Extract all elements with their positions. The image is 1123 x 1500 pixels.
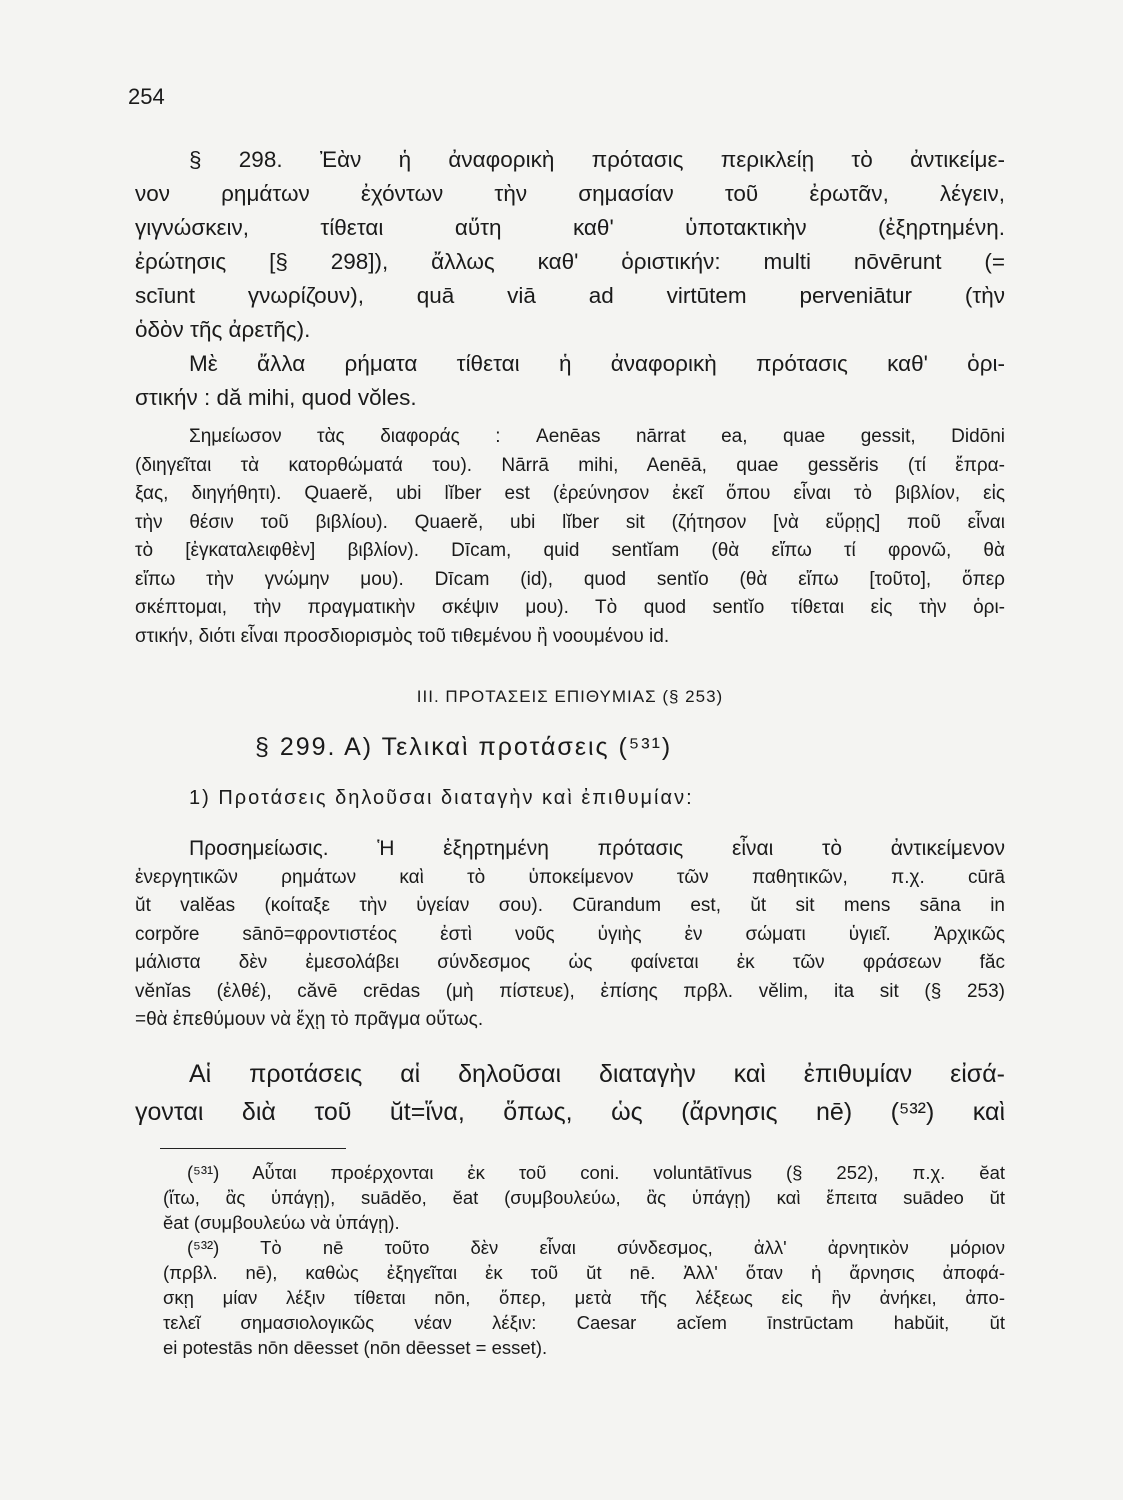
footnote-line: ei potestās nōn dēesset (nōn dēesset = esset). <box>163 1337 548 1358</box>
footnote-531 <box>163 1160 1005 1235</box>
footnote-divider <box>160 1148 346 1149</box>
text-line: νον ρημάτων ἐχόντων τὴν σημασίαν τοῦ ἐρωτᾶν, λέγειν, <box>135 181 1005 206</box>
text-line: γονται διὰ τοῦ ŭt=ἵνα, ὅπως, ὡς (ἄρνησις nē) (⁵³²) καὶ <box>135 1097 1005 1126</box>
paragraph-other-verbs <box>135 347 1005 415</box>
note-differences <box>135 423 1005 651</box>
text-line: § 298. Ἐὰν ἡ ἀναφορικὴ πρότασις περικλείῃ τὸ ἀντικείμε- <box>189 147 1005 172</box>
text-line: vĕnĭas (ἐλθέ), căvē crēdas (μὴ πίστευε), ἐπίσης πρβλ. vĕlim, ita sit (§ 253) <box>135 980 1005 1002</box>
footnote-532 <box>163 1235 1005 1360</box>
text-line: =θὰ ἐπεθύμουν νὰ ἔχῃ τὸ πρᾶγμα οὕτως. <box>135 1009 484 1030</box>
text-line: corpŏre sānō=φροντιστέος ἐστὶ νοῦς ὑγιὴς ἐν σώματι ὑγιεῖ. Ἀρχικῶς <box>135 923 1005 945</box>
footnote-line: (⁵³²) Τὸ nē τοῦτο δὲν εἶναι σύνδεσμος, ἀλλ' ἀρνητικὸν μόριον <box>187 1237 1005 1258</box>
text-line: στικήν, διότι εἶναι προσδιορισμὸς τοῦ τιθεμένου ἢ νοουμένου id. <box>135 625 670 647</box>
text-line: ξας, διηγήθητι). Quaerĕ, ubi lĭber est (ἐρεύνησον ἐκεῖ ὅπου εἶναι τὸ βιβλίον, εἰς <box>135 483 1005 504</box>
section-heading: III. ΠΡΟΤΑΣΕΙΣ ΕΠΙΘΥΜΙΑΣ (§ 253) <box>416 687 724 706</box>
text-line: Μὲ ἄλλα ρήματα τίθεται ἡ ἀναφορικὴ πρότασις καθ' ὁρι- <box>189 351 1005 376</box>
text-line: στικήν : dă mihi, quod vŏles. <box>135 385 417 410</box>
footnote-line: τελεῖ σημασιολογικῶς νέαν λέξιν: Caesar acĭem īnstrūctam habŭit, ŭt <box>163 1312 1005 1333</box>
footnote-line: (⁵³¹) Αὗται προέρχονται ἐκ τοῦ coni. voluntātīvus (§ 252), π.χ. ĕat <box>187 1162 1005 1183</box>
subheading-1: 1) Προτάσεις δηλοῦσαι διαταγὴν καὶ ἐπιθυμίαν: <box>189 787 694 809</box>
section-299-title: § 299. Α) Τελικαὶ προτάσεις (⁵³¹) <box>255 733 673 761</box>
footnote-line: (πρβλ. nē), καθὼς ἐξηγεῖται ἐκ τοῦ ŭt nē. Ἀλλ' ὅταν ἡ ἄρνησις ἀποφά- <box>163 1262 1005 1283</box>
final-paragraph <box>135 1055 1005 1131</box>
text-line: μάλιστα δὲν ἐμεσολάβει σύνδεσμος ὡς φαίνεται ἐκ τῶν φράσεων făc <box>135 952 1005 973</box>
text-line: (διηγεῖται τὰ κατορθώματά του). Nārrā mihi, Aenēā, quae gessĕris (τί ἔπρα- <box>135 454 1005 476</box>
prosimeiosis <box>135 835 1005 1035</box>
text-line: Προσημείωσις. Ἡ ἐξηρτημένη πρότασις εἶναι τὸ ἀντικείμενον <box>189 837 1005 860</box>
footnote-line: σκῃ μίαν λέξιν τίθεται nōn, ὅπερ, μετὰ τῆς λέξεως εἰς ἣν ἀνήκει, ἀπο- <box>163 1287 1005 1308</box>
text-line: τὴν θέσιν τοῦ βιβλίου). Quaerĕ, ubi lĭber sit (ζήτησον [νὰ εὕρῃς] ποῦ εἶναι <box>135 511 1005 533</box>
text-line: Σημείωσον τὰς διαφοράς : Aenēas nārrat ea, quae gessit, Didōni <box>189 426 1005 447</box>
text-line: Αἱ προτάσεις αἱ δηλοῦσαι διαταγὴν καὶ ἐπιθυμίαν εἰσά- <box>189 1059 1005 1088</box>
text-line: τὸ [ἐγκαταλειφθὲν] βιβλίον). Dīcam, quid sentĭam (θὰ εἴπω τί φρονῶ, θὰ <box>135 540 1005 561</box>
footnote-line: (ἴτω, ἂς ὑπάγῃ), suādĕo, ĕat (συμβουλεύω, ἂς ὑπάγῃ) καὶ ἔπειτα suādeo ŭt <box>163 1187 1005 1208</box>
text-line: γιγνώσκειν, τίθεται αὕτη καθ' ὑποτακτικὴν (ἐξηρτημένη. <box>135 215 1005 240</box>
text-line: ἐρώτησις [§ 298]), ἄλλως καθ' ὁριστικήν: multi nōvērunt (= <box>135 249 1005 274</box>
text-line: ŭt valĕas (κοίταξε τὴν ὑγείαν σου). Cūrandum est, ŭt sit mens sāna in <box>135 895 1005 916</box>
footnotes <box>163 1160 1005 1360</box>
page-number: 254 <box>128 84 165 109</box>
text-line: ὁδὸν τῆς ἀρετῆς). <box>135 317 311 342</box>
main-text <box>135 143 1005 1131</box>
text-line: ἐνεργητικῶν ρημάτων καὶ τὸ ὑποκείμενον τῶν παθητικῶν, π.χ. cūrā <box>135 866 1005 888</box>
text-line: εἴπω τὴν γνώμην μου). Dīcam (id), quod sentĭo (θὰ εἴπω [τοῦτο], ὅπερ <box>135 568 1005 590</box>
paragraph-298 <box>135 143 1005 347</box>
text-line: σκέπτομαι, τὴν πραγματικὴν σκέψιν μου). Τὸ quod sentĭo τίθεται εἰς τὴν ὁρι- <box>135 597 1005 618</box>
footnote-line: ĕat (συμβουλεύω νὰ ὑπάγῃ). <box>163 1212 400 1233</box>
text-line: scīunt γνωρίζουν), quā viā ad virtūtem perveniātur (τὴν <box>135 283 1005 308</box>
